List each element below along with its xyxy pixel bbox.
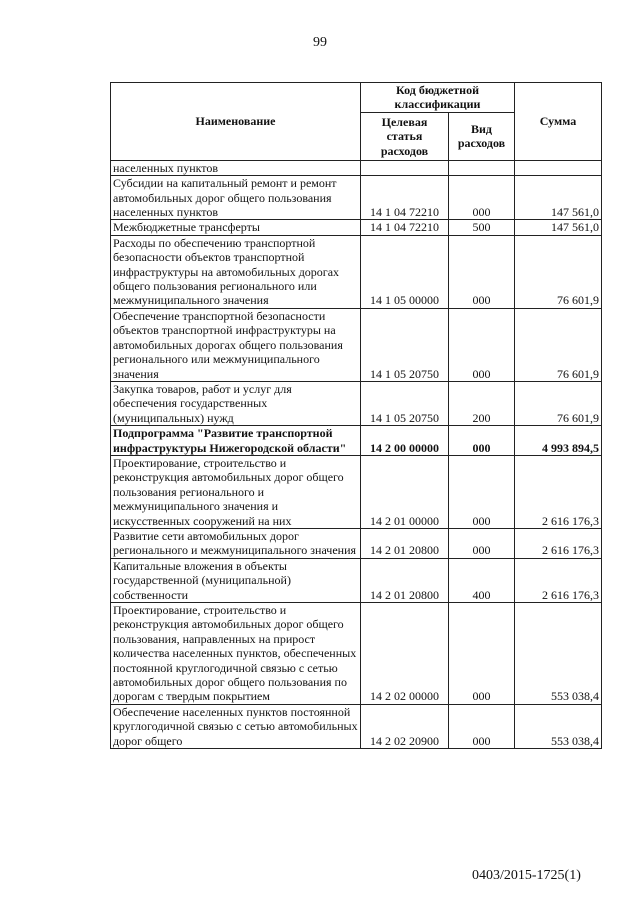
row-type-code: 000 <box>449 308 515 381</box>
row-type-code: 000 <box>449 235 515 308</box>
row-name: Проектирование, строительство и реконструкция автомобильных дорог общего пользования, направленных на прирост количества населенных пунктов, обеспеченных постоянной круглогодичной связью с сетью автомобильных дорог общего пользования по дорогам с твердым покрытием <box>111 603 361 705</box>
table-row <box>111 381 602 425</box>
table-row <box>111 308 602 381</box>
row-type-code: 000 <box>449 426 515 456</box>
row-name: Проектирование, строительство и реконструкция автомобильных дорог общего пользования регионального и межмуниципального значения и искусственных сооружений на них <box>111 455 361 528</box>
table-row <box>111 455 602 528</box>
table-row <box>111 160 602 175</box>
table-row <box>111 426 602 456</box>
header-target: Целевая статья расходов <box>361 112 449 160</box>
header-name: Наименование <box>111 83 361 161</box>
row-sum: 147 561,0 <box>515 176 602 220</box>
row-sum: 76 601,9 <box>515 381 602 425</box>
row-name: Капитальные вложения в объекты государственной (муниципальной) собственности <box>111 558 361 602</box>
row-name: Развитие сети автомобильных дорог регионального и межмуниципального значения <box>111 528 361 558</box>
row-target-code: 14 2 02 20900 <box>361 704 449 748</box>
row-name: Обеспечение населенных пунктов постоянной круглогодичной связью с сетью автомобильных дорог общего <box>111 704 361 748</box>
row-target-code: 14 1 05 00000 <box>361 235 449 308</box>
row-type-code: 000 <box>449 528 515 558</box>
row-sum: 2 616 176,3 <box>515 558 602 602</box>
row-target-code: 14 1 04 72210 <box>361 220 449 235</box>
table-row <box>111 558 602 602</box>
row-target-code: 14 2 01 20800 <box>361 528 449 558</box>
header-type: Вид расходов <box>449 112 515 160</box>
table-row <box>111 603 602 705</box>
row-name: Субсидии на капитальный ремонт и ремонт автомобильных дорог общего пользования населенных пунктов <box>111 176 361 220</box>
row-type-code <box>449 160 515 175</box>
row-target-code: 14 2 01 20800 <box>361 558 449 602</box>
row-type-code: 200 <box>449 381 515 425</box>
table-row <box>111 528 602 558</box>
row-sum: 76 601,9 <box>515 308 602 381</box>
table-body <box>111 160 602 748</box>
row-sum: 553 038,4 <box>515 603 602 705</box>
table-row <box>111 235 602 308</box>
row-target-code <box>361 160 449 175</box>
table-row <box>111 704 602 748</box>
row-name: Подпрограмма "Развитие транспортной инфраструктуры Нижегородской области" <box>111 426 361 456</box>
row-target-code: 14 2 02 00000 <box>361 603 449 705</box>
row-sum: 2 616 176,3 <box>515 528 602 558</box>
row-type-code: 000 <box>449 603 515 705</box>
row-sum: 553 038,4 <box>515 704 602 748</box>
row-type-code: 000 <box>449 176 515 220</box>
row-name: населенных пунктов <box>111 160 361 175</box>
row-sum: 147 561,0 <box>515 220 602 235</box>
row-name: Закупка товаров, работ и услуг для обеспечения государственных (муниципальных) нужд <box>111 381 361 425</box>
table-row <box>111 176 602 220</box>
row-name: Межбюджетные трансферты <box>111 220 361 235</box>
row-type-code: 000 <box>449 704 515 748</box>
document-code: 0403/2015-1725(1) <box>472 868 581 883</box>
header-code-group: Код бюджетной классификации <box>361 83 515 113</box>
row-sum: 2 616 176,3 <box>515 455 602 528</box>
table-row <box>111 220 602 235</box>
row-name: Расходы по обеспечению транспортной безопасности объектов транспортной инфраструктуры на автомобильных дорогах общего пользования регионального или межмуниципального значения <box>111 235 361 308</box>
row-name: Обеспечение транспортной безопасности объектов транспортной инфраструктуры на автомобильных дорогах общего пользования регионального или межмуниципального значения <box>111 308 361 381</box>
row-type-code: 000 <box>449 455 515 528</box>
row-type-code: 500 <box>449 220 515 235</box>
row-type-code: 400 <box>449 558 515 602</box>
row-target-code: 14 2 00 00000 <box>361 426 449 456</box>
row-target-code: 14 1 05 20750 <box>361 381 449 425</box>
page-number: 99 <box>313 35 327 50</box>
row-sum: 4 993 894,5 <box>515 426 602 456</box>
row-sum: 76 601,9 <box>515 235 602 308</box>
row-target-code: 14 2 01 00000 <box>361 455 449 528</box>
header-sum: Сумма <box>515 83 602 161</box>
row-target-code: 14 1 04 72210 <box>361 176 449 220</box>
row-target-code: 14 1 05 20750 <box>361 308 449 381</box>
budget-table <box>110 82 602 749</box>
row-sum <box>515 160 602 175</box>
